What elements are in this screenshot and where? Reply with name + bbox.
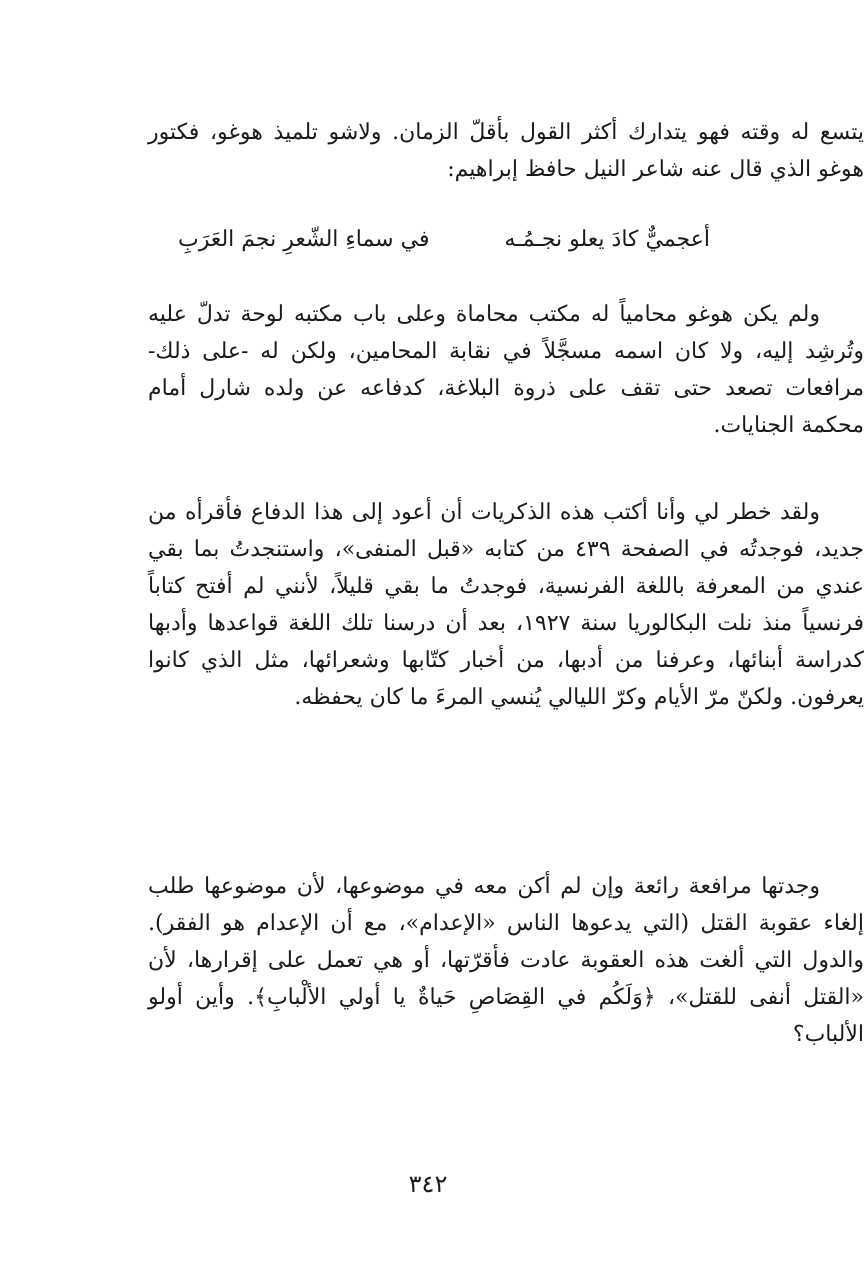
paragraph-2: ولم يكن هوغو محامياً له مكتب محاماة وعلى باب مكتبه لوحة تدلّ عليه وتُرشِد إليه، ولا كان اسمه مسجَّلاً في نقابة المحامين، ولكن له -على ذلك- مرافعات تصعد حتى تقف على ذروة البلاغة، كدفاعه عن ولده شارل أمام محكمة الجنايات. bbox=[148, 302, 864, 438]
paragraph-4: وجدتها مرافعة رائعة وإن لم أكن معه في موضوعها، لأن موضوعها طلب إلغاء عقوبة القتل (التي يدعوها الناس «الإعدام»، مع أن الإعدام هو الفقر). والدول التي ألغت هذه العقوبة عادت فأقرّتها، أو هي تعمل على إقرارها، لأن «القتل أنفى للقتل»، ﴿وَلَكُم في القِصَاصِ حَياةٌ يا أولي الألْبابِ﴾. وأين أولو الألباب؟ bbox=[148, 874, 864, 1047]
paragraph-block-3 bbox=[148, 494, 864, 716]
paragraph-block-4 bbox=[148, 868, 864, 1053]
verse-first-hemistich: أعجميٌّ كادَ يعلو نجـمُـه bbox=[504, 227, 710, 252]
paragraph-1: يتسع له وقته فهو يتدارك أكثر القول بأقلّ الزمان. ولاشو تلميذ هوغو، فكتور هوغو الذي قال عنه شاعر النيل حافظ إبراهيم: bbox=[148, 120, 864, 182]
verse-second-hemistich: في سماءِ الشّعرِ نجمَ العَرَبِ bbox=[178, 227, 430, 252]
paragraph-block-2 bbox=[148, 296, 864, 444]
page-number: ٣٤٢ bbox=[408, 1170, 448, 1198]
poem-verse bbox=[178, 220, 710, 260]
opening-paragraph bbox=[148, 114, 864, 188]
paragraph-3: ولقد خطر لي وأنا أكتب هذه الذكريات أن أعود إلى هذا الدفاع فأقرأه من جديد، فوجدتُه في الصفحة ٤٣٩ من كتابه «قبل المنفى»، واستنجدتُ بما بقي عندي من المعرفة باللغة الفرنسية، فوجدتُ ما بقي قليلاً، لأنني لم أفتح كتاباً فرنسياً منذ نلت البكالوريا سنة ١٩٢٧، بعد أن درسنا تلك اللغة قواعدها وأدبها كدراسة أبنائها، وعرفنا من أدبها، من أخبار كتّابها وشعرائها، مثل الذي كانوا يعرفون. ولكنّ مرّ الأيام وكرّ الليالي يُنسي المرءَ ما كان يحفظه. bbox=[148, 500, 864, 710]
